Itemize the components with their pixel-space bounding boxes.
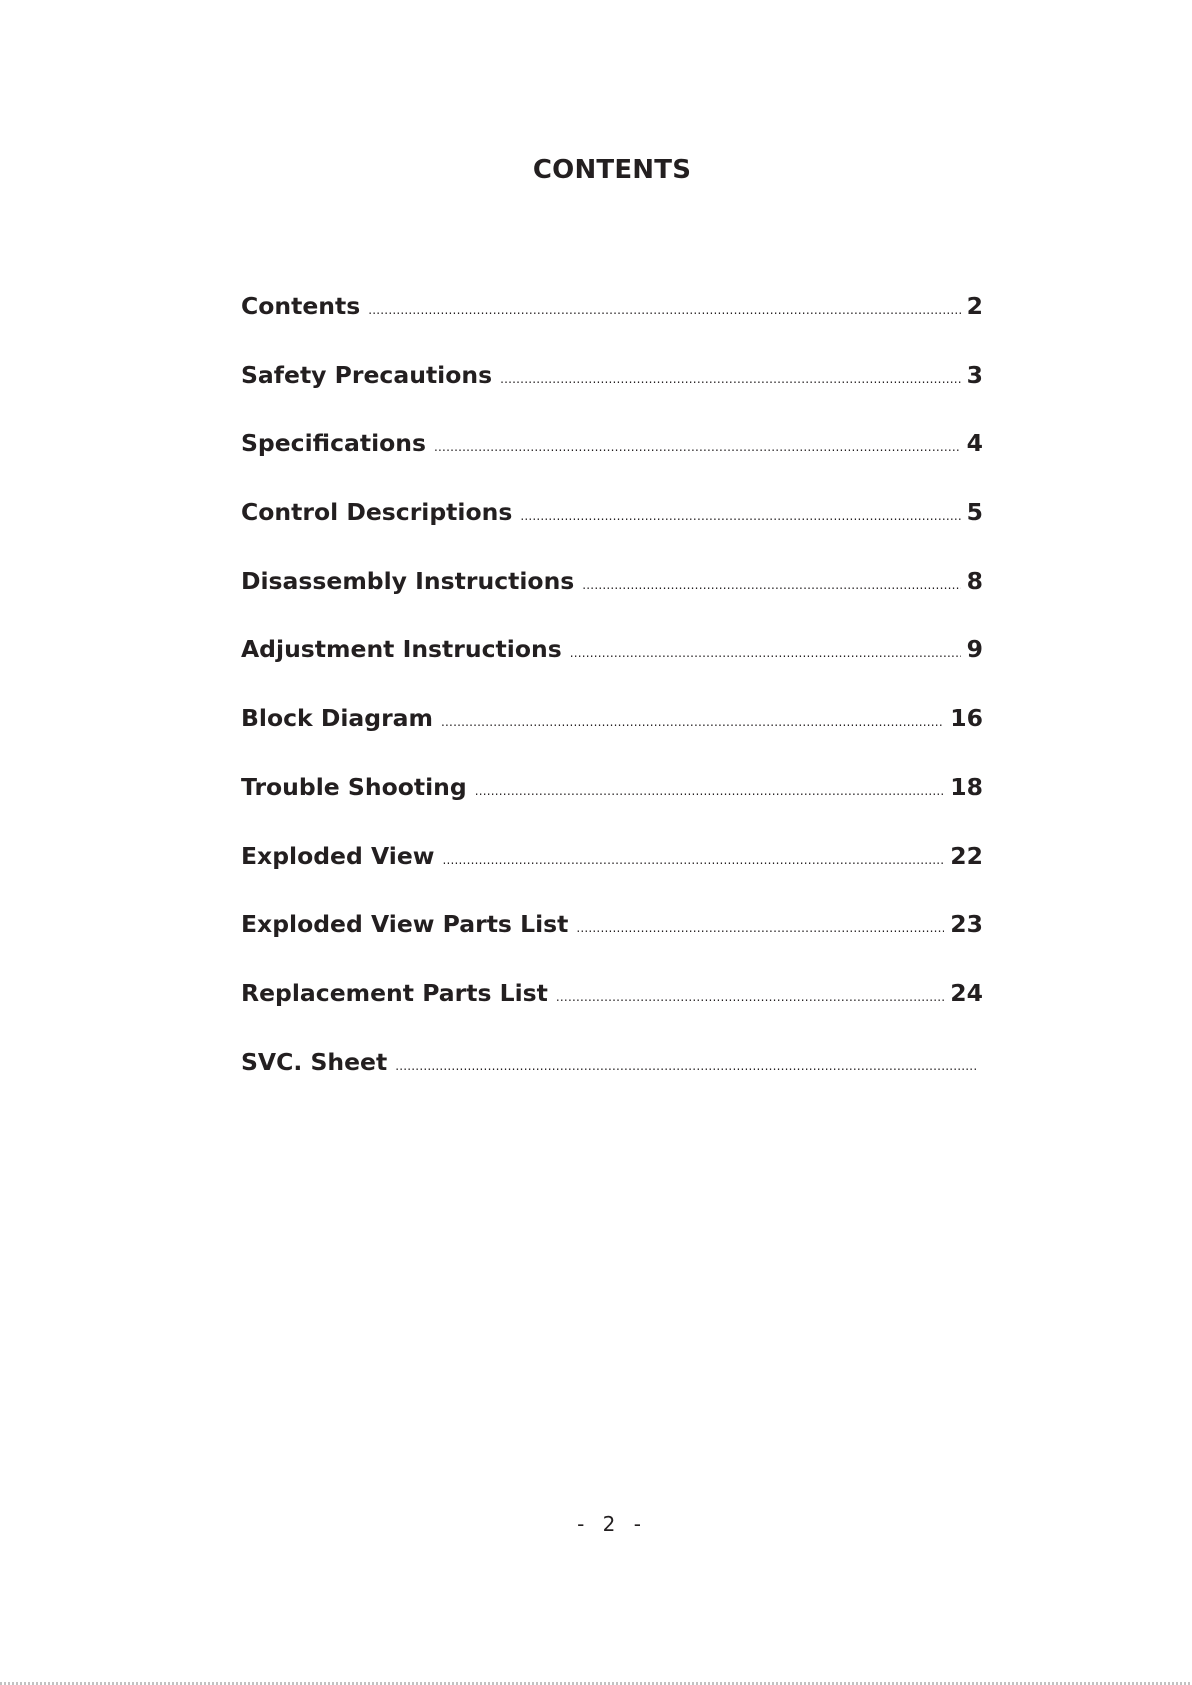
dot-leader (576, 922, 944, 934)
toc-entry-title: Adjustment Instructions (241, 635, 562, 664)
toc-entry-page: 4 (966, 429, 983, 458)
toc-entry-page: 18 (950, 772, 983, 801)
toc-entry-trouble-shooting[interactable] (241, 772, 983, 845)
toc-entry-title: Replacement Parts List (241, 978, 548, 1007)
toc-entry-title: Exploded View Parts List (241, 910, 569, 939)
toc-entry-page: 23 (950, 910, 983, 939)
toc-entry-disassembly-instructions[interactable] (241, 566, 983, 639)
toc-entry-page: 3 (966, 360, 983, 389)
toc-entry-title: Disassembly Instructions (241, 566, 575, 595)
dot-leader (395, 1060, 977, 1072)
toc-entry-block-diagram[interactable] (241, 704, 983, 776)
dot-leader (441, 716, 944, 728)
toc-entry-title: Contents (241, 292, 361, 320)
toc-entry-title: SVC. Sheet (241, 1047, 388, 1076)
toc-entry-page: 9 (966, 635, 983, 664)
dot-leader (556, 991, 944, 1003)
dot-leader (500, 373, 961, 385)
page-title: CONTENTS (532, 155, 692, 185)
toc-entry-title: Control Descriptions (241, 498, 513, 527)
dot-leader (368, 304, 960, 316)
toc-entry-specifications[interactable] (241, 429, 983, 501)
toc-entry-svc-sheet[interactable] (241, 1047, 983, 1120)
dot-leader (442, 854, 944, 866)
dot-leader (582, 579, 960, 591)
toc-entry-page: 22 (950, 841, 983, 870)
toc-entry-exploded-view-parts-list[interactable] (241, 910, 983, 982)
table-of-contents (241, 292, 983, 1119)
toc-entry-title: Specifications (241, 429, 427, 458)
dot-leader (475, 785, 945, 797)
toc-entry-safety-precautions[interactable] (241, 360, 983, 433)
toc-entry-page: 8 (966, 566, 983, 595)
page-number: - 2 - (577, 1512, 647, 1536)
toc-entry-page: 2 (966, 292, 983, 320)
toc-entry-title: Safety Precautions (241, 360, 493, 389)
toc-entry-page: 5 (966, 498, 983, 527)
toc-entry-page: 24 (950, 978, 983, 1007)
toc-entry-title: Block Diagram (241, 704, 434, 733)
dot-leader (520, 510, 960, 522)
toc-entry-contents[interactable] (241, 292, 983, 364)
toc-entry-adjustment-instructions[interactable] (241, 635, 983, 707)
dot-leader (570, 647, 961, 659)
toc-entry-title: Exploded View (241, 841, 435, 870)
toc-entry-exploded-view[interactable] (241, 841, 983, 914)
toc-entry-control-descriptions[interactable] (241, 498, 983, 570)
toc-entry-replacement-parts-list[interactable] (241, 978, 983, 1051)
toc-entry-title: Trouble Shooting (241, 772, 467, 801)
dot-leader (434, 441, 961, 453)
toc-entry-page: 16 (950, 704, 983, 733)
